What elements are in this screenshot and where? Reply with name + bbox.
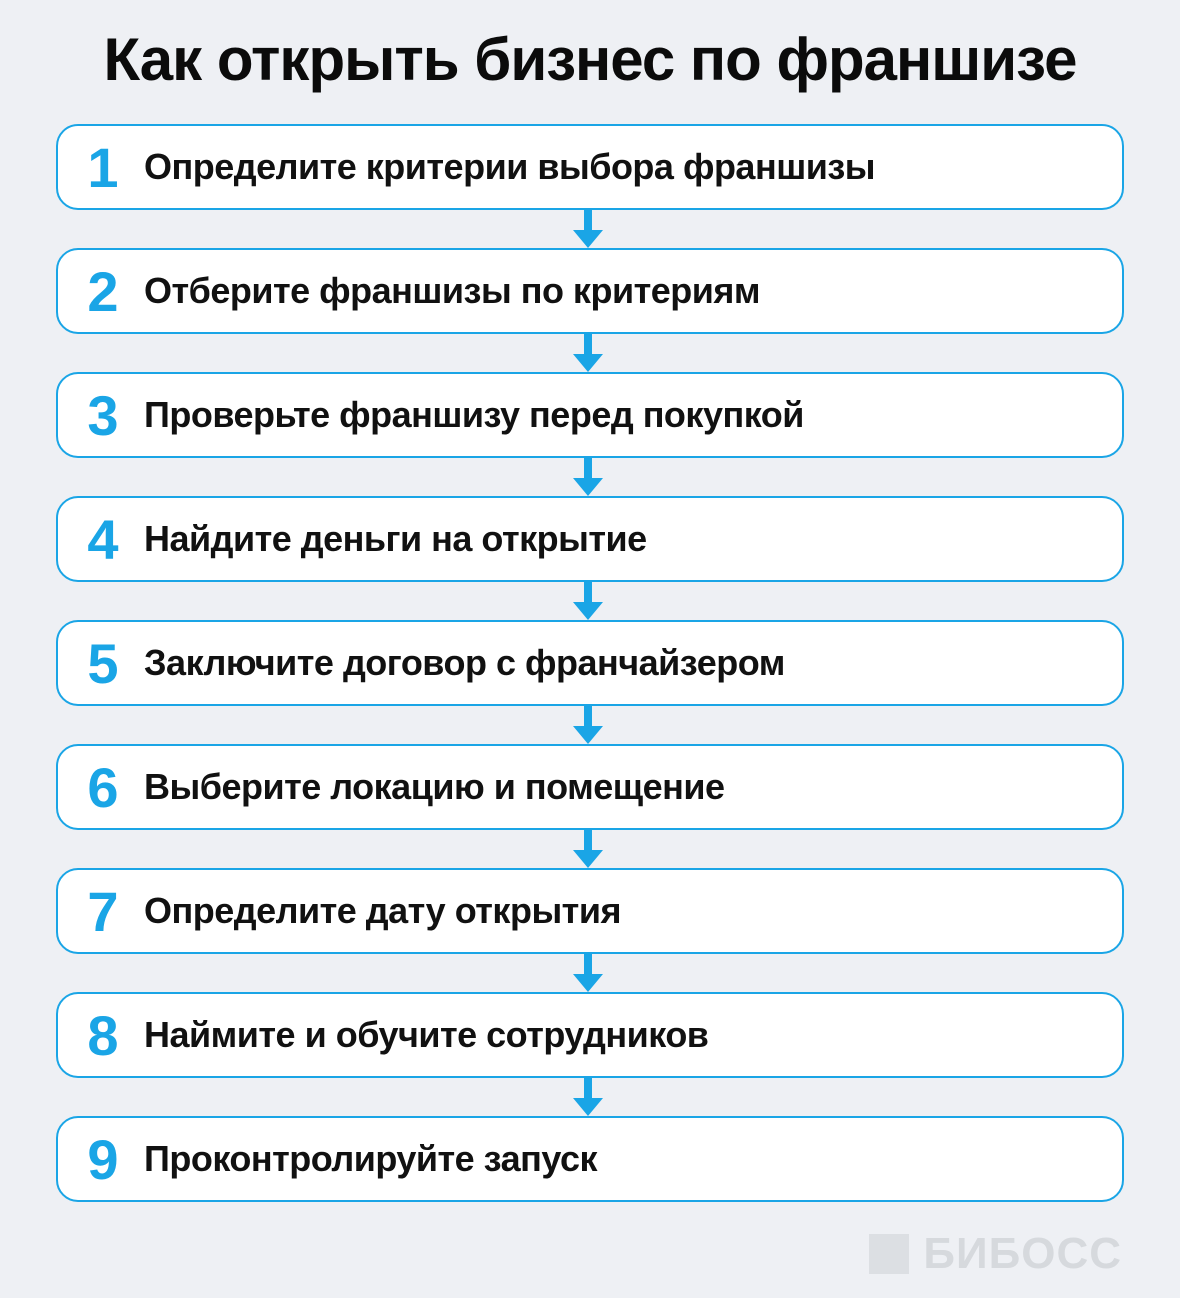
- arrow-down-icon: [573, 332, 603, 374]
- step-label: Отберите франшизы по критериям: [144, 270, 760, 311]
- steps-list: [56, 124, 1124, 1202]
- arrow-down-icon: [573, 828, 603, 870]
- logo-text: БИБОСС: [923, 1229, 1122, 1278]
- logo-square-icon: [869, 1234, 909, 1274]
- step-label: Выберите локацию и помещение: [144, 766, 725, 807]
- step-card-8: [56, 992, 1124, 1078]
- step-number: 6: [87, 755, 119, 819]
- step-number: 1: [87, 135, 119, 199]
- arrow-down-icon: [573, 456, 603, 498]
- page-title: Как открыть бизнес по франшизе: [103, 26, 1077, 93]
- step-label: Определите дату открытия: [144, 890, 621, 931]
- arrow-down-icon: [573, 704, 603, 746]
- step-label: Определите критерии выбора франшизы: [144, 146, 875, 187]
- brand-logo: [869, 1229, 1122, 1278]
- step-card-4: [56, 496, 1124, 582]
- arrow-down-icon: [573, 208, 603, 250]
- step-label: Наймите и обучите сотрудников: [144, 1014, 709, 1055]
- step-number: 7: [87, 879, 119, 943]
- step-label: Найдите деньги на открытие: [144, 518, 647, 559]
- step-number: 9: [87, 1127, 119, 1191]
- step-number: 4: [87, 507, 119, 571]
- step-card-2: [56, 248, 1124, 334]
- step-card-6: [56, 744, 1124, 830]
- step-label: Проверьте франшизу перед покупкой: [144, 394, 804, 435]
- step-number: 5: [87, 631, 119, 695]
- step-card-7: [56, 868, 1124, 954]
- step-number: 3: [87, 383, 119, 447]
- arrow-down-icon: [573, 1076, 603, 1118]
- arrow-down-icon: [573, 580, 603, 622]
- step-card-9: [56, 1116, 1124, 1202]
- step-card-5: [56, 620, 1124, 706]
- step-number: 2: [87, 259, 119, 323]
- step-label: Проконтролируйте запуск: [144, 1138, 598, 1179]
- step-label: Заключите договор с франчайзером: [144, 642, 785, 683]
- step-card-3: [56, 372, 1124, 458]
- step-card-1: [56, 124, 1124, 210]
- step-number: 8: [87, 1003, 119, 1067]
- arrow-down-icon: [573, 952, 603, 994]
